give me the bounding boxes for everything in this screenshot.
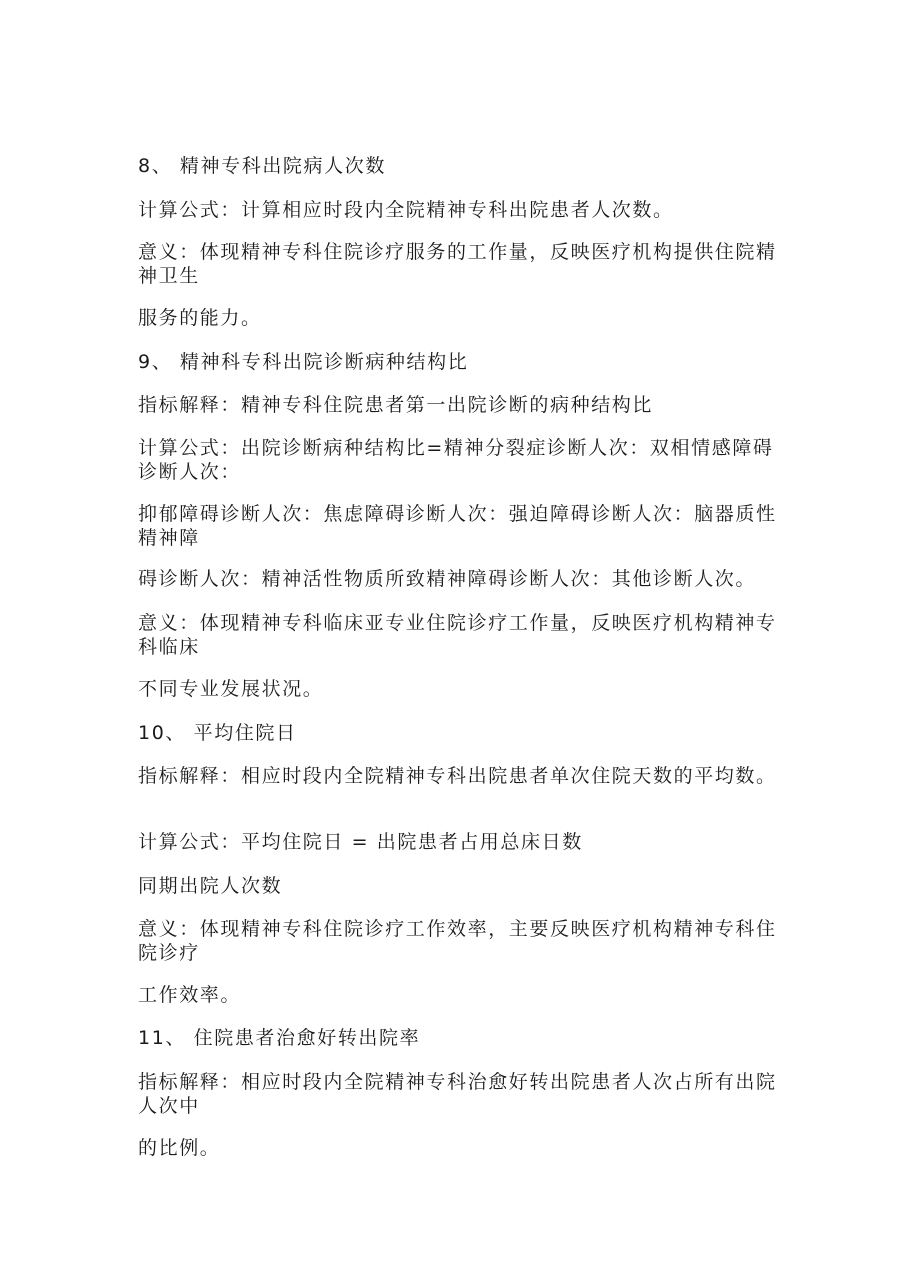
paragraph-line: 指标解释：精神专科住院患者第一出院诊断的病种结构比 (138, 394, 654, 416)
paragraph-line: 工作效率。 (138, 984, 242, 1006)
paragraph-line: 服务的能力。 (138, 307, 262, 329)
paragraph-line: 计算公式：计算相应时段内全院精神专科出院患者人次数。 (138, 199, 674, 221)
paragraph-line: 指标解释：相应时段内全院精神专科出院患者单次住院天数的平均数。 (138, 765, 777, 787)
section-heading-9: 9、 精神科专科出院诊断病种结构比 (138, 351, 469, 373)
paragraph-line: 指标解释：相应时段内全院精神专科治愈好转出院患者人次占所有出院人次中 (138, 1071, 777, 1117)
paragraph-line: 意义：体现精神专科住院诊疗工作效率，主要反映医疗机构精神专科住院诊疗 (138, 918, 777, 964)
paragraph-line: 意义：体现精神专科临床亚专业住院诊疗工作量，反映医疗机构精神专科临床 (138, 612, 777, 658)
paragraph-line: 不同专业发展状况。 (138, 678, 324, 700)
section-heading-10: 10、 平均住院日 (138, 722, 297, 744)
paragraph-line: 计算公式：平均住院日 = 出院患者占用总床日数 (138, 831, 583, 853)
section-heading-11: 11、 住院患者治愈好转出院率 (138, 1027, 421, 1049)
paragraph-line: 意义：体现精神专科住院诊疗服务的工作量，反映医疗机构提供住院精神卫生 (138, 241, 777, 287)
paragraph-line: 碍诊断人次：精神活性物质所致精神障碍诊断人次：其他诊断人次。 (138, 568, 757, 590)
paragraph-line: 的比例。 (138, 1137, 221, 1159)
paragraph-line: 同期出院人次数 (138, 875, 283, 897)
section-heading-8: 8、 精神专科出院病人次数 (138, 155, 386, 177)
paragraph-line: 计算公式：出院诊断病种结构比=精神分裂症诊断人次：双相情感障碍诊断人次： (138, 437, 774, 483)
paragraph-line: 抑郁障碍诊断人次：焦虑障碍诊断人次：强迫障碍诊断人次：脑器质性精神障 (138, 503, 777, 549)
